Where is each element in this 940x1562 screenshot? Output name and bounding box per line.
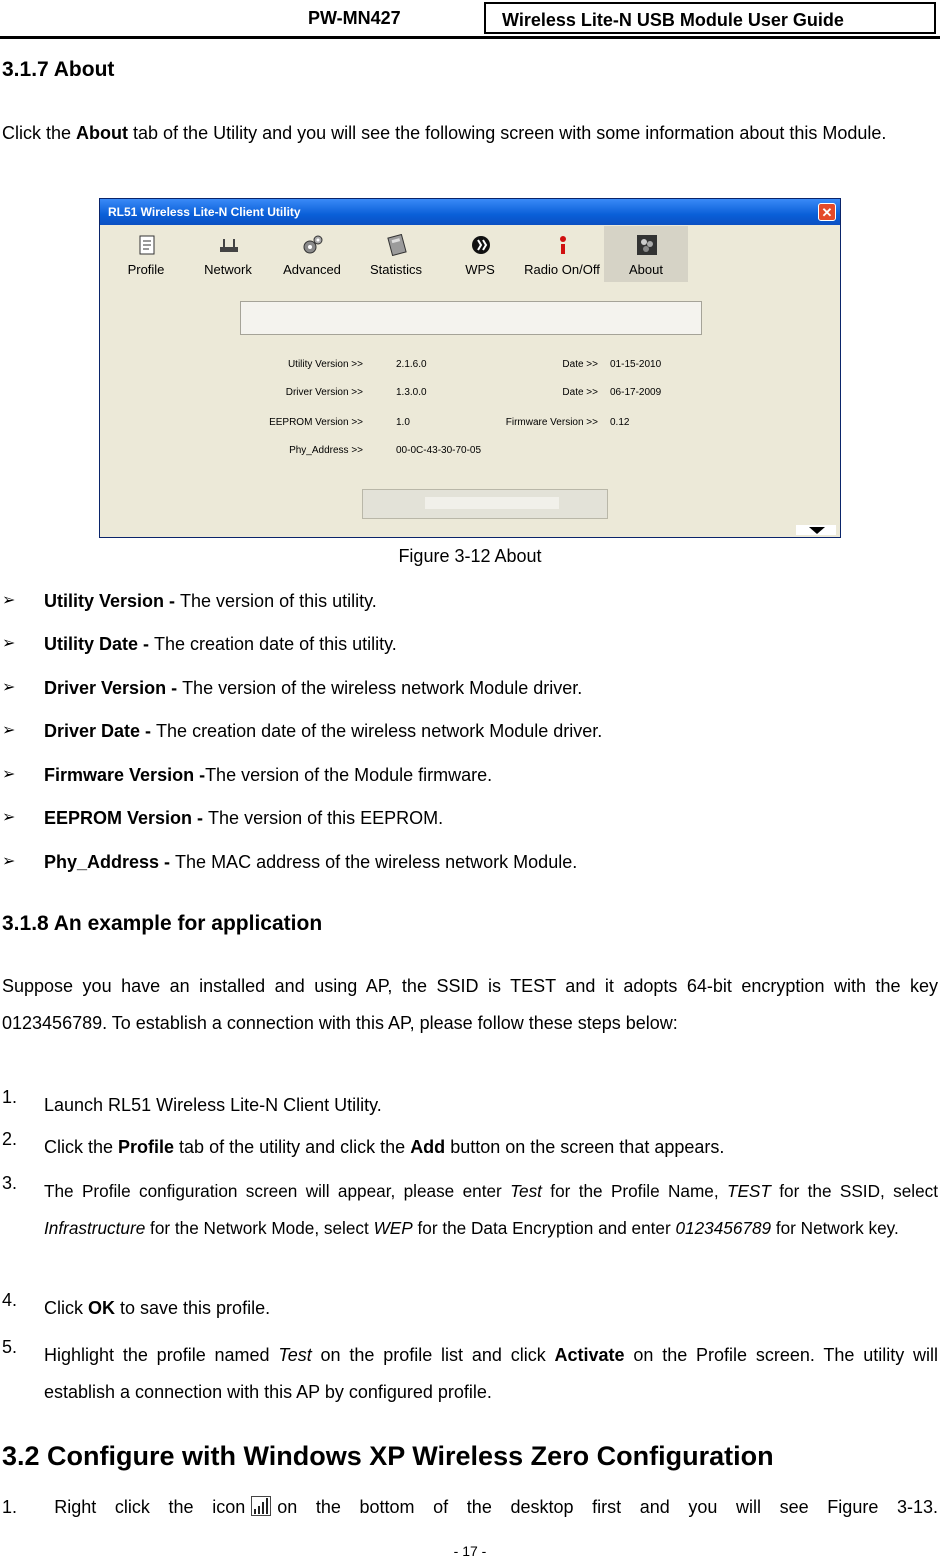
section-3-1-8-title: 3.1.8 An example for application (2, 912, 323, 935)
driver-date-value: 06-17-2009 (610, 387, 662, 398)
header-guide-title: Wireless Lite-N USB Module User Guide (502, 10, 844, 30)
utility-toolbar (104, 226, 836, 282)
section-3-1-7-title: 3.1.7 About (2, 58, 115, 81)
gears-icon (302, 234, 324, 256)
firmware-version-label: Firmware Version >> (505, 417, 598, 428)
tab-label: Statistics (369, 262, 422, 277)
window-titlebar (100, 199, 840, 225)
header-guide-box (484, 2, 936, 34)
utility-date-value: 01-15-2010 (610, 359, 662, 370)
eeprom-version-value: 1.0 (396, 417, 410, 428)
driver-version-label: Driver Version >> (285, 387, 363, 398)
phy-address-value: 00-0C-43-30-70-05 (396, 445, 482, 456)
section-3-1-7-intro: Click the About tab of the Utility and you will see the following screen with some information about this Module. (2, 123, 887, 143)
wps-icon (470, 234, 492, 256)
tab-about[interactable] (604, 226, 688, 282)
ok-button[interactable] (362, 489, 608, 519)
tab-network[interactable] (186, 226, 270, 282)
utility-date-label: Date >> (562, 359, 598, 370)
tab-label: About (629, 262, 663, 277)
about-icon (636, 234, 658, 256)
tab-profile[interactable] (104, 226, 188, 282)
tab-advanced[interactable] (270, 226, 354, 282)
bullet-arrow-icon: ➢ (2, 635, 16, 652)
profile-icon (136, 234, 158, 256)
bullet-arrow-icon: ➢ (2, 809, 16, 826)
driver-date-label: Date >> (562, 387, 598, 398)
section-3-2-step-1: 1. Right click the icon on the bottom of the desktop first and you will see Figure 3-13. (2, 1497, 938, 1517)
tab-label: Network (204, 262, 252, 277)
tab-label: Radio On/Off (524, 262, 600, 277)
tab-radio-on-off[interactable] (520, 226, 604, 282)
phy-address-label: Phy_Address >> (289, 445, 363, 456)
utility-window-screenshot (99, 198, 841, 538)
firmware-version-value: 0.12 (610, 417, 630, 428)
collapse-arrow-icon[interactable] (796, 525, 836, 535)
bullet-arrow-icon: ➢ (2, 766, 16, 783)
bullet-arrow-icon: ➢ (2, 592, 16, 609)
tab-statistics[interactable] (354, 226, 438, 282)
tab-label: WPS (465, 262, 495, 277)
section-3-1-8-intro: Suppose you have an installed and using AP, the SSID is TEST and it adopts 64-bit encryption with the key 0123456789. To establish a connection with this AP, please follow these steps below: (2, 976, 938, 1033)
close-icon[interactable]: ✕ (818, 203, 836, 221)
utility-version-value: 2.1.6.0 (396, 359, 427, 370)
header-rule (0, 36, 940, 39)
section-3-2-title: 3.2 Configure with Windows XP Wireless Zero Configuration (2, 1441, 774, 1471)
bullet-arrow-icon: ➢ (2, 722, 16, 739)
about-banner-panel (240, 301, 702, 335)
calculator-icon (386, 234, 408, 256)
tab-wps[interactable] (438, 226, 522, 282)
ok-button-face (425, 497, 559, 509)
radio-icon (552, 234, 574, 256)
router-icon (218, 234, 240, 256)
bullet-arrow-icon: ➢ (2, 679, 16, 696)
tab-label: Advanced (283, 262, 341, 277)
tab-label: Profile (127, 262, 165, 277)
utility-version-label: Utility Version >> (287, 359, 363, 370)
driver-version-value: 1.3.0.0 (396, 387, 427, 398)
page-number: - 17 - (453, 1543, 487, 1559)
eeprom-version-label: EEPROM Version >> (269, 417, 363, 428)
header-model: PW-MN427 (308, 8, 401, 28)
wireless-signal-icon (251, 1496, 271, 1516)
bullet-arrow-icon: ➢ (2, 853, 16, 870)
window-title: RL51 Wireless Lite-N Client Utility (108, 205, 301, 219)
figure-caption: Figure 3-12 About (398, 546, 542, 566)
